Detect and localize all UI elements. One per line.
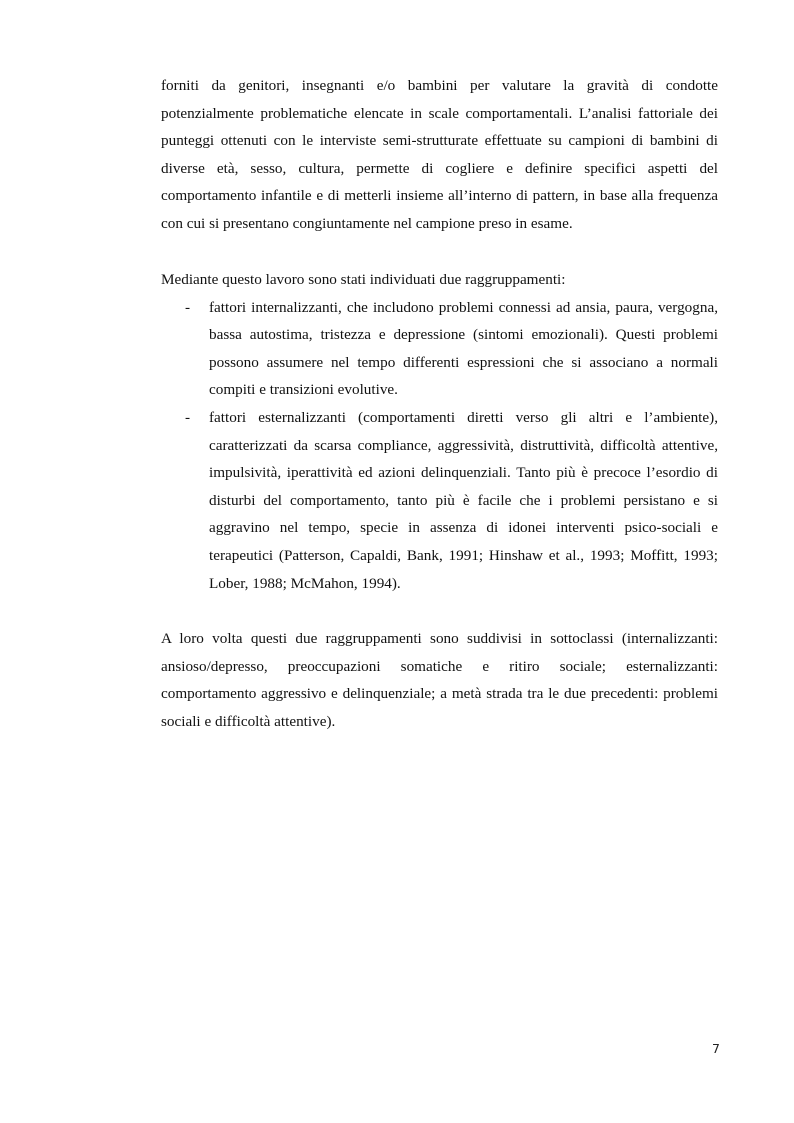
body-paragraph-3 [161,625,718,735]
list-item-externalizing [161,404,718,597]
paragraph-continuation: forniti da genitori, insegnanti e/o bambini per valutare la gravità di condotte potenzialmente problematiche elencate in scale comportamentali. L’analisi fattoriale dei punteggi ottenuti con le interviste semi-strutturate effettuate su campioni di bambini di diverse età, sesso, cultura, permette di cogliere e definire specifici aspetti del comportamento infantile e di metterli insieme all’interno di pattern, in base alla frequenza con cui si presentano congiuntamente nel campione preso in esame. [161,77,718,232]
body-paragraph-2 [161,266,718,597]
list-item-text: fattori esternalizzanti (comportamenti diretti verso gli altri e l’ambiente), caratterizzati da scarsa compliance, aggressività, distruttività, difficoltà attentive, impulsività, iperattività ed azioni delinquenziali. Tanto più è precoce l’esordio di disturbi del comportamento, tanto più è facile che i problemi persistano e si aggravino nel tempo, specie in assenza di idonei interventi psico-sociali e terapeutici (Patterson, Capaldi, Bank, 1991; Hinshaw et al., 1993; Moffitt, 1993; Lober, 1988; McMahon, 1994). [209,408,718,592]
list-bullet: - [185,298,191,316]
page-number: 7 [712,1041,720,1056]
factor-list [161,294,718,598]
list-intro: Mediante questo lavoro sono stati individuati due raggruppamenti: [161,271,566,288]
list-item-text: fattori internalizzanti, che includono problemi connessi ad ansia, paura, vergogna, bassa autostima, tristezza e depressione (sintomi emozionali). Questi problemi possono assumere nel tempo differenti espressioni che si associano a normali compiti e transizioni evolutive. [209,298,718,399]
body-paragraph-1 [161,72,718,238]
subclasses-paragraph: A loro volta questi due raggruppamenti sono suddivisi in sottoclassi (internalizzanti: ansioso/depresso, preoccupazioni somatiche e ritiro sociale; esternalizzanti: comportamento aggressivo e delinquenziale; a metà strada tra le due precedenti: problemi sociali e difficoltà attentive). [161,630,718,730]
list-item-internalizing [161,294,718,404]
list-bullet: - [185,408,191,426]
